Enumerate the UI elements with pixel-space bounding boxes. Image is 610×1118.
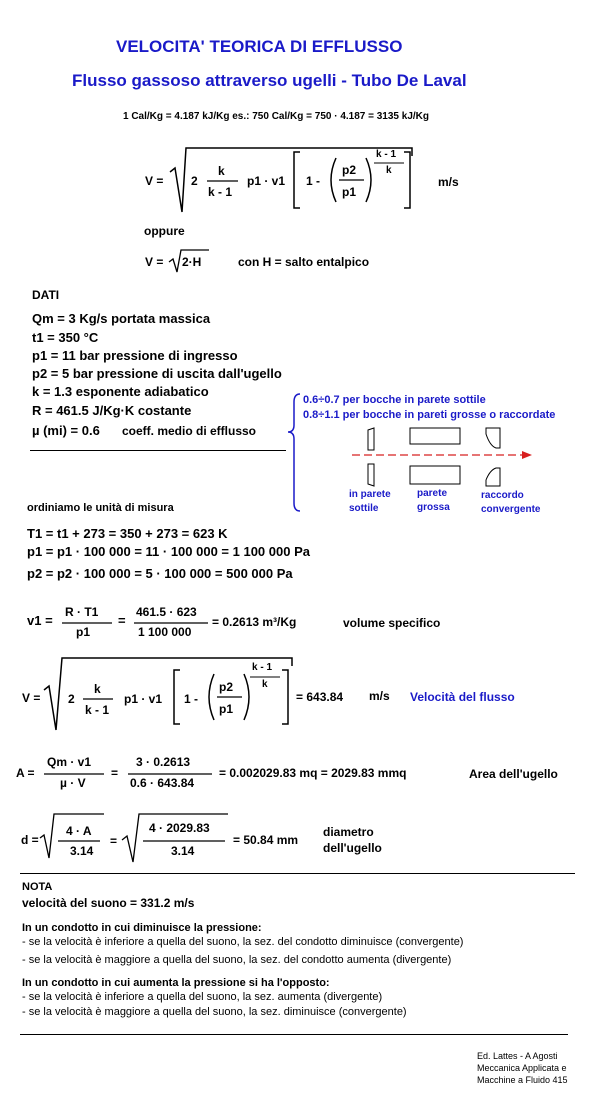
a-result: = 0.002029.83 mq = 2029.83 mmq (219, 766, 407, 780)
d-num1: 4 · A (66, 824, 92, 838)
caption-convergent: raccordo (481, 490, 524, 501)
v-k: k (94, 682, 101, 696)
page-subtitle: Flusso gassoso attraverso ugelli - Tubo De Laval (72, 71, 467, 90)
nota-text: - se la velocità è maggiore a quella del suono, la sez. del condotto aumenta (divergente) (22, 954, 452, 966)
a-den2: 0.6 · 643.84 (130, 776, 195, 790)
nota-text: - se la velocità è inferiore a quella del suono, la sez. del condotto diminuisce (convergente) (22, 936, 464, 948)
v-two: 2 (68, 692, 75, 706)
v-unit: m/s (369, 689, 390, 703)
v-p1v1: p1 · v1 (124, 692, 163, 706)
dati-mu-label: µ (mi) = 0.6 (32, 423, 100, 438)
d-result: = 50.84 mm (233, 833, 299, 847)
dati-item: Qm = 3 Kg/s portata massica (32, 311, 211, 326)
units-T1: T1 = t1 + 273 = 350 + 273 = 623 K (27, 526, 228, 541)
page-title: VELOCITA' TEORICA DI EFFLUSSO (116, 37, 403, 56)
v-p1: p1 (219, 702, 234, 716)
caption-convergent: convergente (481, 504, 541, 515)
v-one-minus: 1 - (184, 692, 199, 706)
units-heading: ordiniamo le unità di misura (27, 502, 174, 514)
a-desc: Area dell'ugello (469, 767, 558, 781)
v1-desc: volume specifico (343, 616, 441, 630)
v1-eq: = (118, 613, 126, 628)
v-desc: Velocità del flusso (410, 690, 515, 704)
caption-thick-wall: parete (417, 488, 448, 499)
a-num1: Qm · v1 (47, 755, 92, 769)
caption-thick-wall: grossa (417, 502, 450, 513)
d-desc: dell'ugello (323, 841, 382, 855)
v1-result: = 0.2613 m³/Kg (212, 615, 297, 629)
d-den1: 3.14 (70, 844, 94, 858)
oppure-label: oppure (144, 224, 185, 238)
dati-item: p2 = 5 bar pressione di uscita dall'ugello (32, 366, 282, 381)
formula-exp-den: k (386, 165, 392, 176)
caption-thin-wall: in parete (349, 489, 391, 500)
formula-p1v1: p1 · v1 (247, 174, 286, 188)
v1-den1: p1 (76, 625, 91, 639)
footer-publisher: Meccanica Applicata e (477, 1063, 567, 1073)
a-eq: = (111, 766, 119, 780)
formula-two: 2 (191, 174, 198, 188)
formula-k-minus-1: k - 1 (208, 185, 233, 199)
nota-sound-speed: velocità del suono = 331.2 m/s (22, 896, 195, 910)
units-p1: p1 = p1 · 100 000 = 11 · 100 000 = 1 100 000 Pa (27, 544, 310, 559)
d-num2: 4 · 2029.83 (149, 821, 210, 835)
d-den2: 3.14 (171, 844, 195, 858)
v1-den2: 1 100 000 (138, 625, 192, 639)
nota-text: In un condotto in cui aumenta la pressione si ha l'opposto: (22, 977, 330, 989)
divider (20, 1034, 568, 1035)
v-p2: p2 (219, 680, 234, 694)
footer-publisher: Macchine a Fluido 415 (477, 1075, 568, 1085)
a-lhs: A = (16, 766, 35, 780)
formula-one-minus: 1 - (306, 174, 321, 188)
a-num2: 3 · 0.2613 (136, 755, 191, 769)
d-eq: = (110, 834, 118, 848)
caption-thin-wall: sottile (349, 503, 379, 514)
coeff-note-thin: 0.6÷0.7 per bocche in parete sottile (303, 394, 486, 406)
alt-note: con H = salto entalpico (238, 255, 370, 269)
dati-item: p1 = 11 bar pressione di ingresso (32, 348, 238, 363)
nota-text: - se la velocità è maggiore a quella del suono, la sez. diminuisce (convergente) (22, 1006, 407, 1018)
footer-publisher: Ed. Lattes - A Agosti (477, 1051, 558, 1061)
v1-num1: R · T1 (65, 605, 99, 619)
formula-k: k (218, 164, 225, 178)
v-k-minus-1: k - 1 (85, 703, 110, 717)
nota-heading: NOTA (22, 881, 53, 893)
alt-radicand: 2·H (182, 255, 202, 269)
coeff-note-thick: 0.8÷1.1 per bocche in pareti grosse o raccordate (303, 409, 556, 421)
dati-item: t1 = 350 °C (32, 330, 99, 345)
dati-mu-desc: coeff. medio di efflusso (122, 424, 257, 438)
v1-lhs: v1 = (27, 613, 53, 628)
unit-conversion: 1 Cal/Kg = 4.187 kJ/Kg es.: 750 Cal/Kg = 750 · 4.187 = 3135 kJ/Kg (123, 111, 430, 122)
units-p2: p2 = p2 · 100 000 = 5 · 100 000 = 500 000 Pa (27, 566, 293, 581)
formula-exp-num: k - 1 (376, 149, 397, 160)
formula-p1: p1 (342, 185, 357, 199)
nota-text: - se la velocità è inferiore a quella del suono, la sez. aumenta (divergente) (22, 991, 383, 1003)
v-exp-den: k (262, 679, 268, 690)
divider (20, 873, 575, 874)
dati-item: k = 1.3 esponente adiabatico (32, 384, 209, 399)
formula-p2: p2 (342, 163, 357, 177)
v-result: = 643.84 (296, 690, 344, 704)
nota-text: In un condotto in cui diminuisce la pressione: (22, 922, 262, 934)
dati-item: R = 461.5 J/Kg·K costante (32, 403, 192, 418)
v-lhs: V = (22, 691, 41, 705)
v1-num2: 461.5 · 623 (136, 605, 197, 619)
d-lhs: d = (21, 833, 39, 847)
d-desc: diametro (323, 825, 374, 839)
formula-lhs: V = (145, 174, 164, 188)
formula-unit: m/s (438, 175, 459, 189)
alt-lhs: V = (145, 255, 164, 269)
a-den1: µ · V (60, 776, 86, 790)
dati-heading: DATI (32, 288, 60, 302)
v-exp-num: k - 1 (252, 662, 273, 673)
